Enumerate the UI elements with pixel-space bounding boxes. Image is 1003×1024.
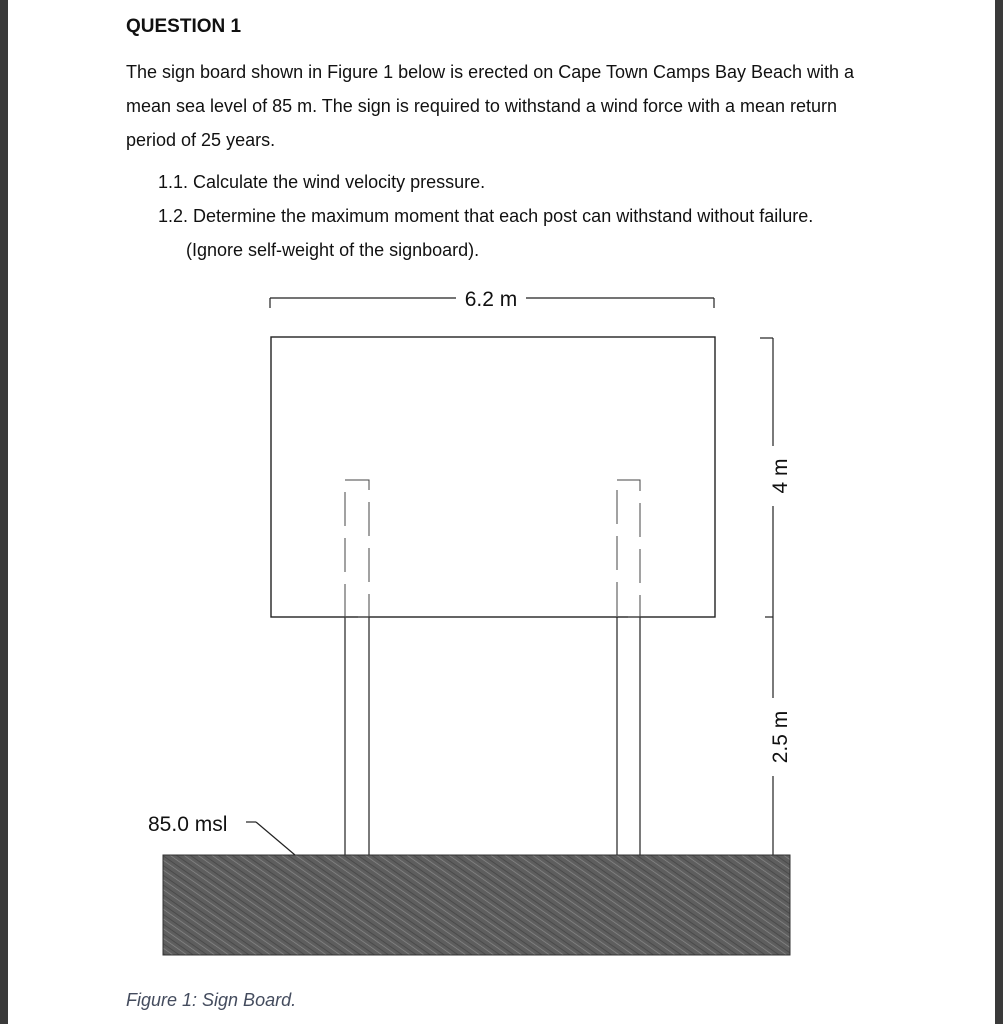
post-height-label: 2.5 m bbox=[769, 710, 792, 764]
width-dimension-label: 6.2 m bbox=[464, 288, 518, 311]
question-item-1-2: 1.2. Determine the maximum moment that each post can withstand without failure. bbox=[158, 206, 814, 226]
figure-caption: Figure 1: Sign Board. bbox=[126, 990, 297, 1010]
msl-marker bbox=[148, 813, 295, 855]
question-note: (Ignore self-weight of the signboard). bbox=[186, 240, 480, 260]
sign-board bbox=[271, 337, 715, 617]
document-page bbox=[8, 0, 995, 1024]
question-item-1-1: 1.1. Calculate the wind velocity pressure. bbox=[158, 172, 486, 192]
ground-block bbox=[163, 855, 790, 955]
width-dimension bbox=[270, 285, 714, 311]
msl-label: 85.0 msl bbox=[148, 813, 228, 836]
sign-board-figure bbox=[8, 0, 995, 1024]
question-heading: QUESTION 1 bbox=[126, 16, 242, 37]
board-height-label: 4 m bbox=[769, 458, 792, 494]
height-dimension bbox=[760, 338, 792, 855]
question-paragraph: The sign board shown in Figure 1 below is erected on Cape Town Camps Bay Beach with a mean sea level of 85 m. The sign is required to withstand a wind force with a mean return period of 25 years. bbox=[126, 62, 855, 150]
